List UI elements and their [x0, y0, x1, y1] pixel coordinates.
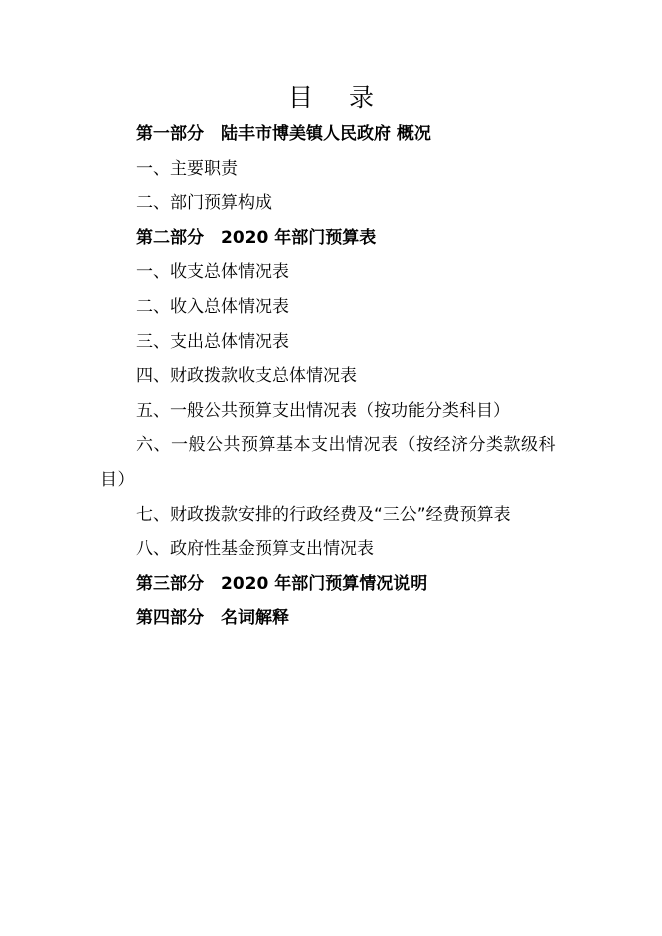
toc-part-2-label: 第二部分	[136, 227, 204, 248]
toc-item-overall-revenue-expenditure: 一、收支总体情况表	[136, 262, 289, 283]
toc-item-budget-composition: 二、部门预算构成	[136, 193, 272, 214]
toc-part-3-text: 2020 年部门预算情况说明	[221, 573, 428, 594]
toc-item-government-fund-budget: 八、政府性基金预算支出情况表	[136, 539, 374, 560]
toc-item-general-budget-by-function: 五、一般公共预算支出情况表（按功能分类科目）	[136, 400, 510, 421]
toc-part-4-label: 第四部分	[136, 608, 204, 629]
table-of-contents	[100, 117, 570, 636]
toc-part-1-text: 陆丰市博美镇人民政府 概况	[221, 124, 431, 144]
toc-item-fiscal-appropriation: 四、财政拨款收支总体情况表	[136, 366, 357, 387]
toc-part-1-label: 第一部分	[136, 124, 204, 144]
toc-part-3	[100, 567, 570, 602]
toc-item-main-duties: 一、主要职责	[136, 158, 238, 179]
toc-part-4-text: 名词解释	[221, 608, 289, 629]
toc-item-overall-revenue: 二、收入总体情况表	[136, 296, 289, 317]
toc-part-1	[100, 117, 570, 152]
toc-item-general-budget-basic-by-economic: 六、一般公共预算基本支出情况表（按经济分类款级科目）	[100, 435, 556, 490]
toc-item-administrative-and-three-public: 七、财政拨款安排的行政经费及“三公”经费预算表	[136, 504, 511, 525]
toc-title: 目 录	[288, 83, 388, 112]
toc-part-2-text: 2020 年部门预算表	[221, 227, 377, 248]
toc-part-3-label: 第三部分	[136, 573, 204, 594]
toc-item-overall-expenditure: 三、支出总体情况表	[136, 331, 289, 352]
toc-part-4	[100, 601, 570, 636]
toc-part-2	[100, 221, 570, 256]
